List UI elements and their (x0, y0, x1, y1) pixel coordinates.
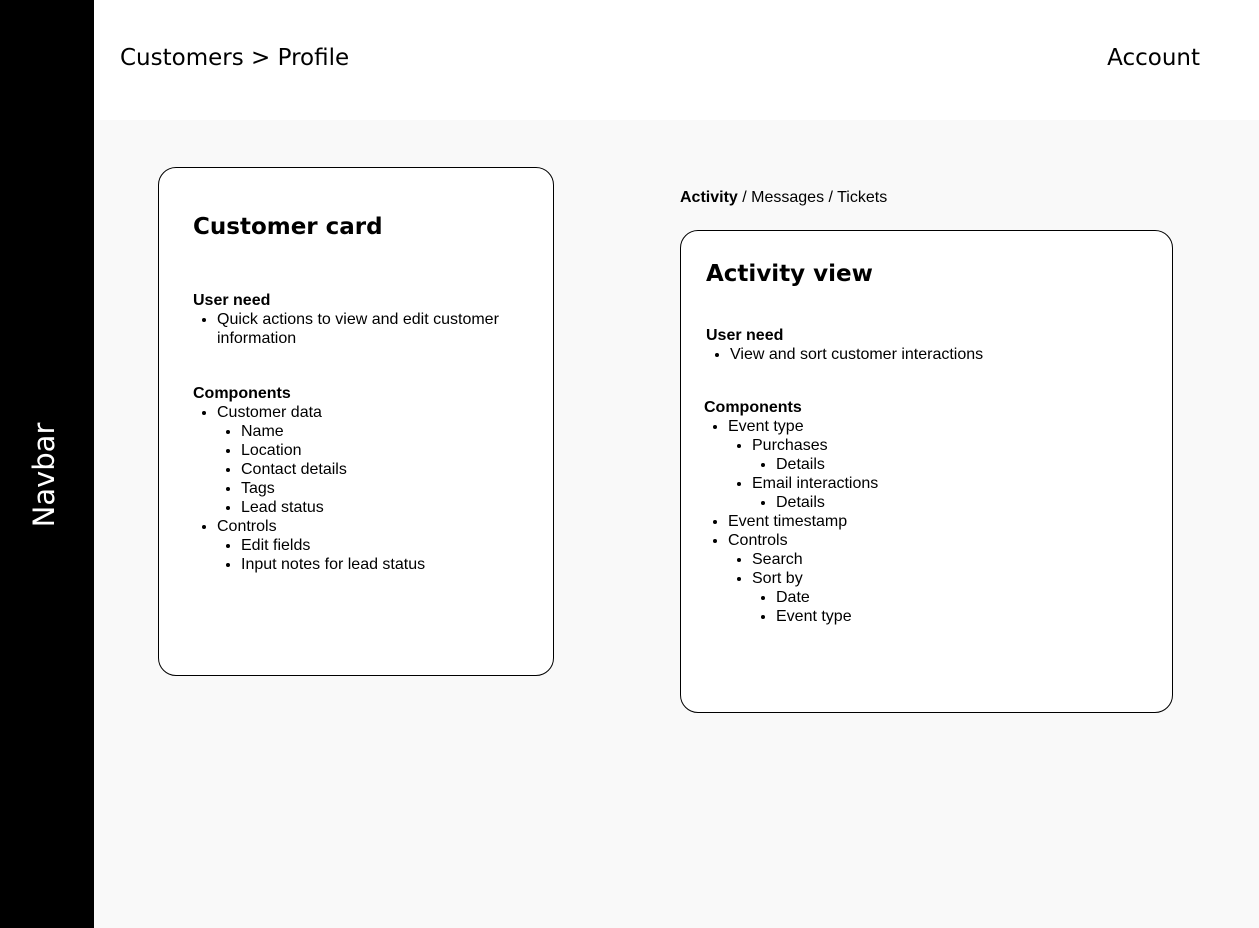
activity-user-need-section (706, 326, 1146, 364)
account-link[interactable]: Account (1107, 45, 1200, 71)
activity-user-need-list (706, 345, 1146, 364)
list-item: • Contact details (241, 460, 433, 479)
list-item: • Details (776, 455, 1144, 474)
list-item: • Tags (241, 479, 433, 498)
header (94, 0, 1259, 120)
list-item: • Event type (776, 607, 1144, 626)
list-item: • Search (752, 550, 1144, 569)
tab-separator: / (737, 189, 752, 206)
breadcrumb[interactable]: Customers > Profile (120, 45, 350, 71)
activity-user-need-title: User need (706, 327, 784, 344)
activity-card-title: Activity view (706, 261, 873, 287)
list-item (217, 403, 433, 517)
tab-activity[interactable]: Activity (680, 189, 738, 206)
list-item (728, 417, 1144, 512)
tab-tickets[interactable]: Tickets (837, 189, 888, 206)
navbar-label: Navbar (27, 422, 61, 528)
purchases-label: Purchases (752, 437, 828, 454)
customer-data-label: Customer data (217, 404, 322, 421)
customer-card-title: Customer card (193, 214, 383, 240)
customer-card (158, 167, 554, 676)
list-item: • Input notes for lead status (241, 555, 433, 574)
activity-components-section (704, 398, 1144, 626)
list-item: • Date (776, 588, 1144, 607)
list-item: • Event timestamp (728, 512, 1144, 531)
list-item: • Edit fields (241, 536, 433, 555)
customer-user-need-title: User need (193, 292, 271, 309)
customer-user-need-list (193, 310, 533, 348)
customer-components-list (193, 403, 433, 574)
list-item: • View and sort customer interactions (730, 345, 1146, 364)
navbar (0, 0, 94, 928)
customer-user-need-section (193, 291, 533, 348)
email-interactions-label: Email interactions (752, 475, 879, 492)
activity-card (680, 230, 1173, 713)
list-item (752, 474, 1144, 512)
activity-tabs (680, 189, 887, 207)
sort-by-label: Sort by (752, 570, 803, 587)
list-item: • Quick actions to view and edit customer information (217, 310, 533, 348)
list-item: • Lead status (241, 498, 433, 517)
activity-components-title: Components (704, 399, 802, 416)
list-item (752, 569, 1144, 626)
activity-controls-label: Controls (728, 532, 788, 549)
customer-components-title: Components (193, 385, 291, 402)
activity-components-list (704, 417, 1144, 626)
customer-controls-label: Controls (217, 518, 277, 535)
list-item: • Details (776, 493, 1144, 512)
list-item: • Location (241, 441, 433, 460)
list-item (752, 436, 1144, 474)
list-item: • Name (241, 422, 433, 441)
list-item (217, 517, 433, 574)
list-item (728, 531, 1144, 626)
tab-messages[interactable]: Messages (751, 189, 825, 206)
tab-separator: / (824, 189, 838, 206)
customer-components-section (193, 384, 433, 574)
event-type-label: Event type (728, 418, 804, 435)
